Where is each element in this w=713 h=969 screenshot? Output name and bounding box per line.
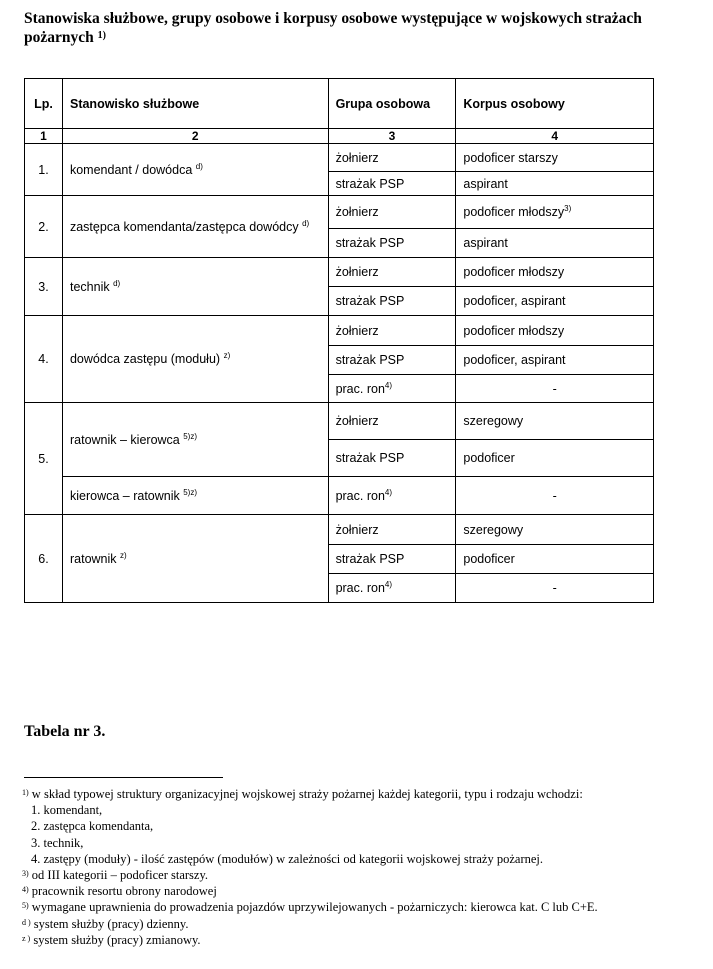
row-korpus: aspirant [456, 229, 654, 258]
col-number: 1 [25, 129, 63, 144]
row-grupa: strażak PSP [328, 229, 456, 258]
table-header-row [25, 79, 654, 129]
row-stanowisko: kierowca – ratownik $^{5)z)}$ [62, 477, 328, 515]
col-number: 3 [328, 129, 456, 144]
row-grupa: strażak PSP [328, 440, 456, 477]
footnote: $^{d )}$ system służby (pracy) dzienny. [22, 916, 189, 931]
table-row [25, 316, 654, 346]
footnote-item: 3. technik, [31, 835, 84, 850]
footnote: $^{4)}$ pracownik resortu obrony narodowej [22, 884, 217, 899]
col-number: 4 [456, 129, 654, 144]
footnote: $^{5)}$ wymagane uprawnienia do prowadzenia pojazdów uprzywilejowanych - pożarniczych: kierowca kat. C lub C+E. [22, 900, 598, 915]
row-korpus: podoficer, aspirant [456, 287, 654, 316]
row-grupa: żołnierz [328, 403, 456, 440]
row-grupa: strażak PSP [328, 346, 456, 375]
row-grupa: żołnierz [328, 196, 456, 229]
row-korpus: podoficer, aspirant [456, 346, 654, 375]
table-row [25, 403, 654, 440]
row-korpus: podoficer młodszy$^{3)}$ [456, 196, 654, 229]
table-row [25, 144, 654, 172]
row-grupa: żołnierz [328, 144, 456, 172]
row-korpus: szeregowy [456, 403, 654, 440]
row-stanowisko: ratownik – kierowca $^{5)z)}$ [62, 403, 328, 477]
header-grupa: Grupa osobowa [328, 79, 456, 129]
row-korpus: - [456, 477, 654, 515]
footnote: $^{z )}$ system służby (pracy) zmianowy. [22, 932, 201, 947]
row-grupa: strażak PSP [328, 545, 456, 574]
footnotes [22, 786, 702, 948]
positions-table [24, 78, 654, 603]
table-caption: Tabela nr 3. [24, 723, 106, 740]
row-grupa: żołnierz [328, 515, 456, 545]
table-row [25, 515, 654, 545]
row-grupa: prac. ron$^{4)}$ [328, 477, 456, 515]
col-number: 2 [62, 129, 328, 144]
row-grupa: strażak PSP [328, 172, 456, 196]
row-korpus: podoficer [456, 545, 654, 574]
row-lp: 3. [25, 258, 63, 316]
table-row [25, 196, 654, 229]
row-korpus: aspirant [456, 172, 654, 196]
table-row [25, 477, 654, 515]
row-lp: 4. [25, 316, 63, 403]
row-lp: 5. [25, 403, 63, 515]
footnote: $^{1)}$ w skład typowej struktury organizacyjnej wojskowej straży pożarnej każdej kategorii, typu i rodzaju wchodzi: [22, 787, 583, 801]
header-stanowisko: Stanowisko służbowe [62, 79, 328, 129]
row-grupa: prac. ron$^{4)}$ [328, 574, 456, 603]
row-korpus: podoficer starszy [456, 144, 654, 172]
row-grupa: żołnierz [328, 316, 456, 346]
header-korpus: Korpus osobowy [456, 79, 654, 129]
row-stanowisko: ratownik $^{z)}$ [62, 515, 328, 603]
column-number-row [25, 129, 654, 144]
footnote-item: 4. zastępy (moduły) - ilość zastępów (modułów) w zależności od kategorii wojskowej straży pożarnej. [31, 851, 543, 866]
row-lp: 1. [25, 144, 63, 196]
row-lp: 6. [25, 515, 63, 603]
table-row [25, 258, 654, 287]
row-lp: 2. [25, 196, 63, 258]
row-korpus: szeregowy [456, 515, 654, 545]
row-stanowisko: komendant / dowódca $^{d)}$ [62, 144, 328, 196]
footnote-separator [24, 777, 223, 778]
row-korpus: podoficer [456, 440, 654, 477]
row-grupa: żołnierz [328, 258, 456, 287]
row-stanowisko: technik $^{d)}$ [62, 258, 328, 316]
footnote-ref: 1) [97, 30, 106, 41]
page-title: Stanowiska służbowe, grupy osobowe i korpusy osobowe występujące w wojskowych strażach pożarnych $^{1)}$ [24, 10, 642, 46]
row-stanowisko: dowódca zastępu (modułu) $^{z)}$ [62, 316, 328, 403]
header-lp: Lp. [25, 79, 63, 129]
row-grupa: strażak PSP [328, 287, 456, 316]
footnote-item: 2. zastępca komendanta, [31, 819, 154, 834]
row-korpus: podoficer młodszy [456, 316, 654, 346]
footnote-item: 1. komendant, [31, 803, 103, 818]
row-korpus: podoficer młodszy [456, 258, 654, 287]
row-korpus: - [456, 375, 654, 403]
row-grupa: prac. ron$^{4)}$ [328, 375, 456, 403]
row-stanowisko: zastępca komendanta/zastępca dowódcy $^{d)}$ [62, 196, 328, 258]
footnote: $^{3)}$ od III kategorii – podoficer starszy. [22, 868, 209, 883]
row-korpus: - [456, 574, 654, 603]
